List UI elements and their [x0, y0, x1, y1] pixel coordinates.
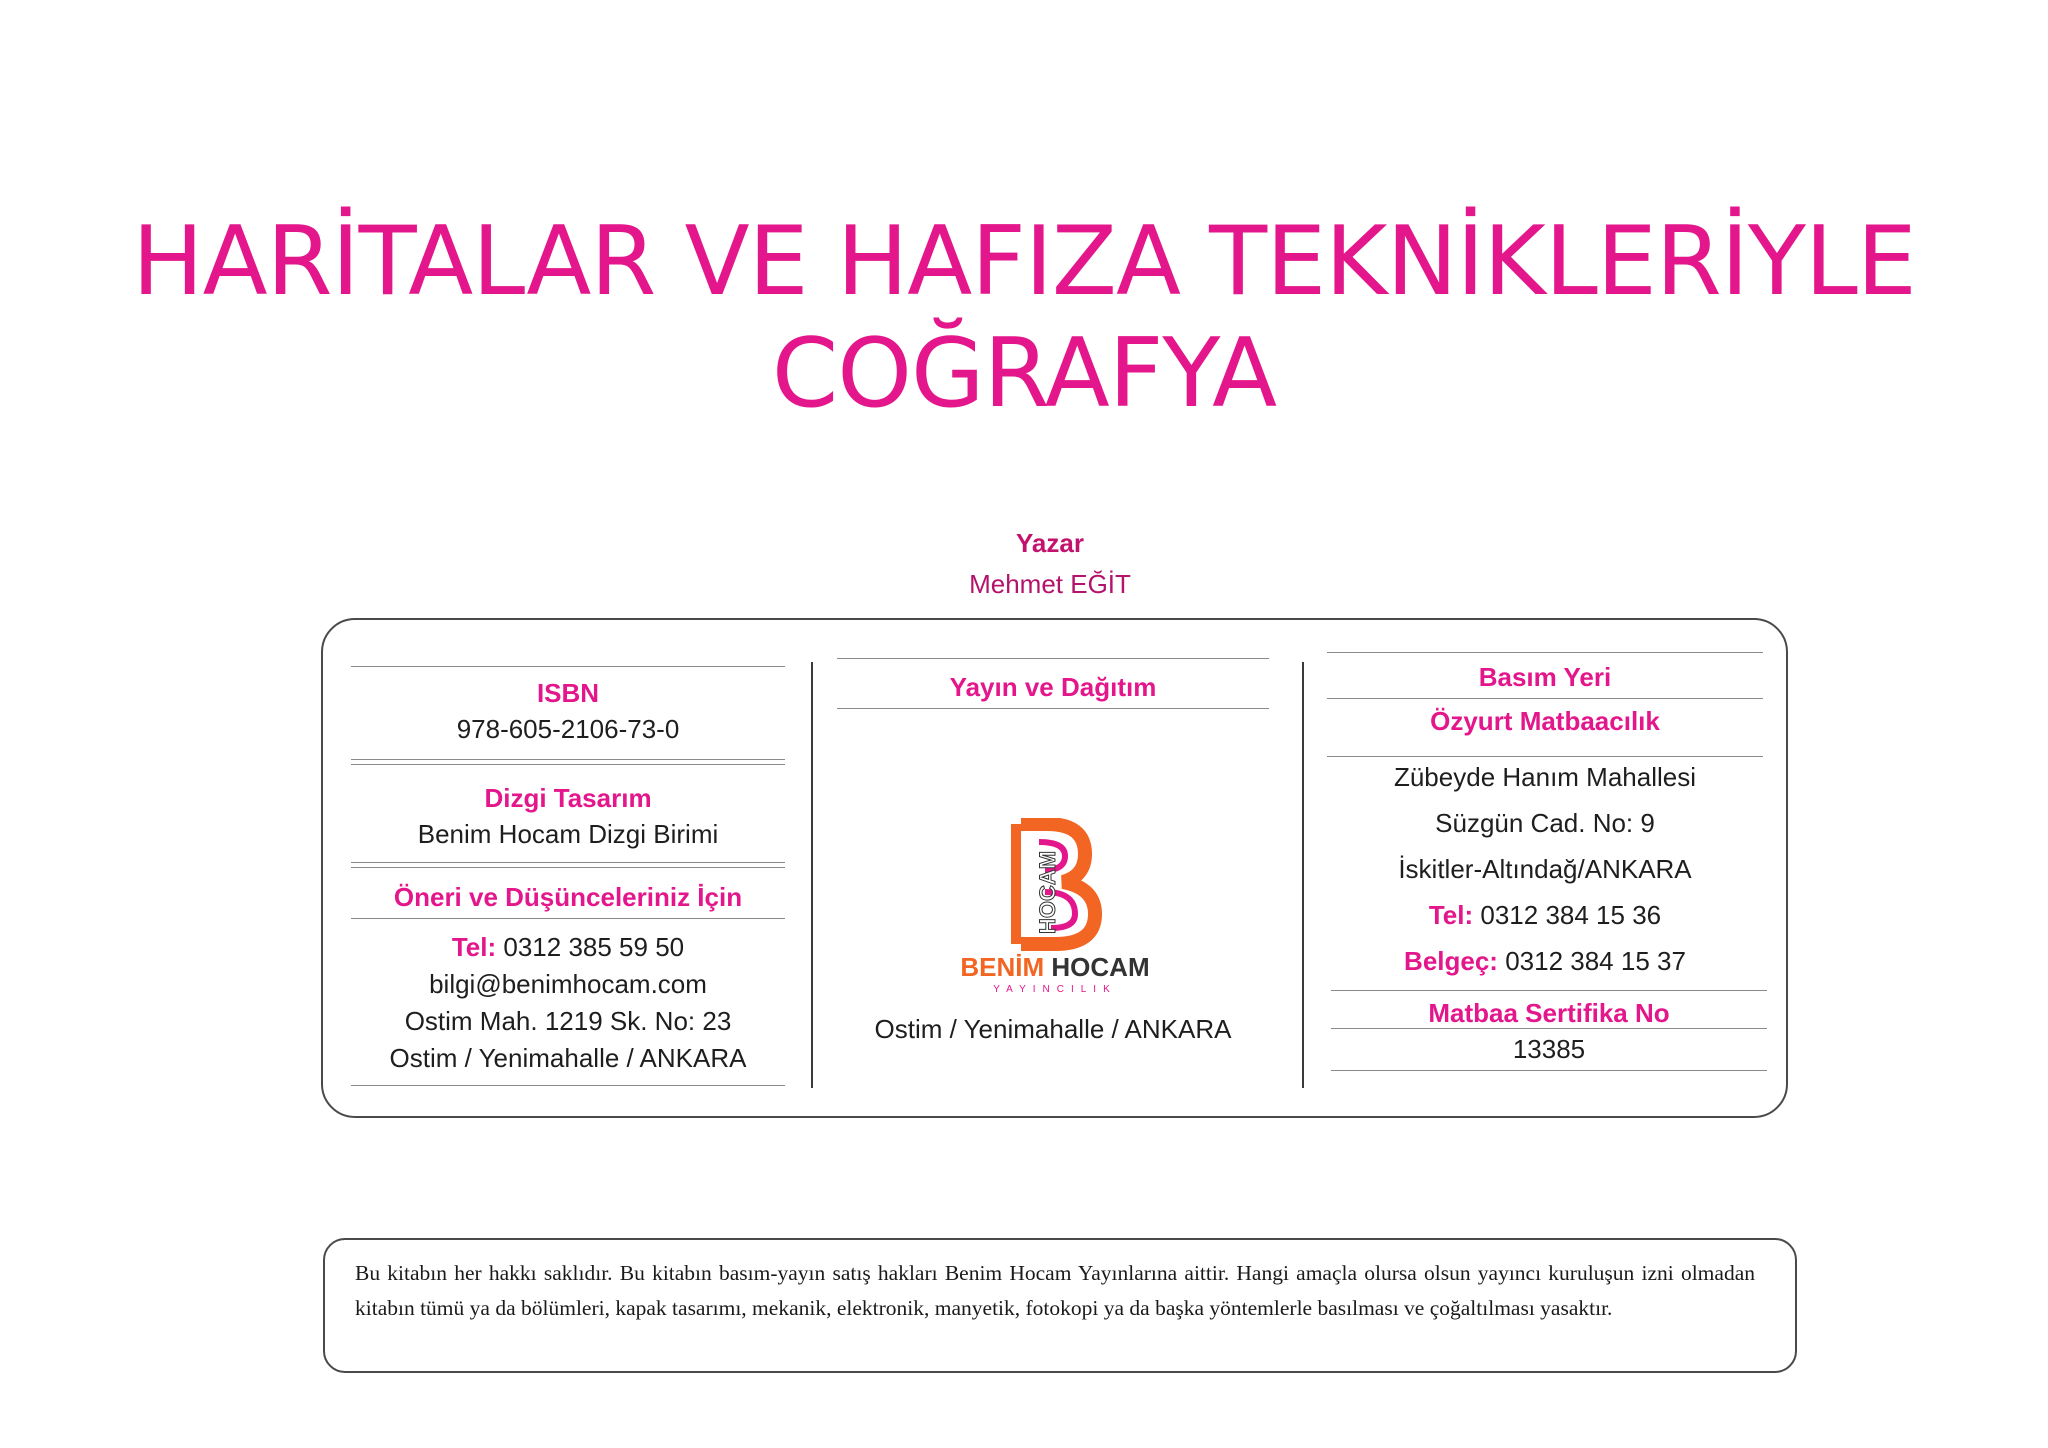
fax-label: Belgeç:: [1404, 946, 1498, 976]
phone-label: Tel:: [451, 932, 497, 962]
publish-distribution-label: Yayın ve Dağıtım: [949, 672, 1157, 702]
divider: [1331, 990, 1767, 991]
divider: [1327, 756, 1763, 757]
author-label: Yazar: [1016, 528, 1084, 558]
divider: [1327, 698, 1763, 699]
logo-tagline: YAYINCILIK: [993, 984, 1117, 995]
author-block: [0, 528, 2048, 600]
divider: [351, 918, 785, 919]
printer-phone: [1327, 900, 1763, 931]
copyright-notice: [323, 1238, 1797, 1373]
divider: [1331, 1070, 1767, 1071]
printer-name: Özyurt Matbaacılık: [1430, 706, 1660, 736]
printer-fax: [1327, 946, 1763, 977]
publisher-phone: [351, 932, 785, 963]
phone-label: Tel:: [1428, 900, 1474, 930]
divider: [351, 759, 785, 765]
divider: [351, 666, 785, 667]
publisher-logo: [955, 818, 1155, 998]
divider: [1327, 652, 1763, 653]
printer-address-line-2: Süzgün Cad. No: 9: [1435, 808, 1655, 838]
book-title-line-1: HARİTALAR VE HAFIZA TEKNİKLERİYLE: [132, 207, 1916, 317]
copyright-text: Bu kitabın her hakkı saklıdır. Bu kitabın basım-yayın satış hakları Benim Hocam Yayınlarına aittir. Hangi amaçla olursa olsun yayıncı kuruluşun izni olmadan kitabın tümü ya da bölümleri, kapak tasarımı, mekanik, elektronik, manyetik, fotokopi ya da başka yöntemlerle basılması ve çoğaltılması yasaktır.: [355, 1261, 1755, 1320]
phone-value: 0312 385 59 50: [503, 932, 685, 962]
publisher-address-line-1: Ostim Mah. 1219 Sk. No: 23: [404, 1006, 732, 1036]
feedback-label: Öneri ve Düşünceleriniz İçin: [393, 882, 743, 912]
divider: [351, 862, 785, 868]
printer-address-line-1: Zübeyde Hanım Mahallesi: [1393, 762, 1697, 792]
author-name: Mehmet EĞİT: [969, 569, 1131, 599]
divider: [1331, 1028, 1767, 1029]
column-divider-left: [811, 662, 813, 1088]
publisher-address-line-2: Ostim / Yenimahalle / ANKARA: [389, 1043, 747, 1073]
logo-brand-second: HOCAM: [1051, 952, 1150, 982]
book-title-line-2: COĞRAFYA: [771, 319, 1277, 429]
publisher-email: bilgi@benimhocam.com: [429, 969, 707, 999]
printer-certificate-label: Matbaa Sertifika No: [1428, 998, 1670, 1028]
layout-design-value: Benim Hocam Dizgi Birimi: [417, 819, 719, 849]
printer-certificate-value: 13385: [1512, 1034, 1586, 1064]
layout-design-label: Dizgi Tasarım: [484, 783, 652, 813]
logo-vertical-word: HOCAM: [1035, 850, 1060, 934]
fax-value: 0312 384 15 37: [1505, 946, 1686, 976]
isbn-value: 978-605-2106-73-0: [456, 714, 680, 744]
divider: [837, 708, 1269, 709]
logo-brand-name: [960, 952, 1149, 982]
isbn-label: ISBN: [536, 678, 600, 708]
divider: [351, 1085, 785, 1086]
divider: [837, 658, 1269, 659]
phone-value: 0312 384 15 36: [1480, 900, 1662, 930]
logo-letter-stem: [1011, 824, 1021, 944]
distribution-address: Ostim / Yenimahalle / ANKARA: [874, 1014, 1232, 1044]
logo-brand-first: BENİM: [960, 952, 1045, 982]
print-place-label: Basım Yeri: [1478, 662, 1612, 692]
column-divider-right: [1302, 662, 1304, 1088]
printer-address-line-3: İskitler-Altındağ/ANKARA: [1398, 854, 1692, 884]
book-title: [0, 206, 2048, 430]
